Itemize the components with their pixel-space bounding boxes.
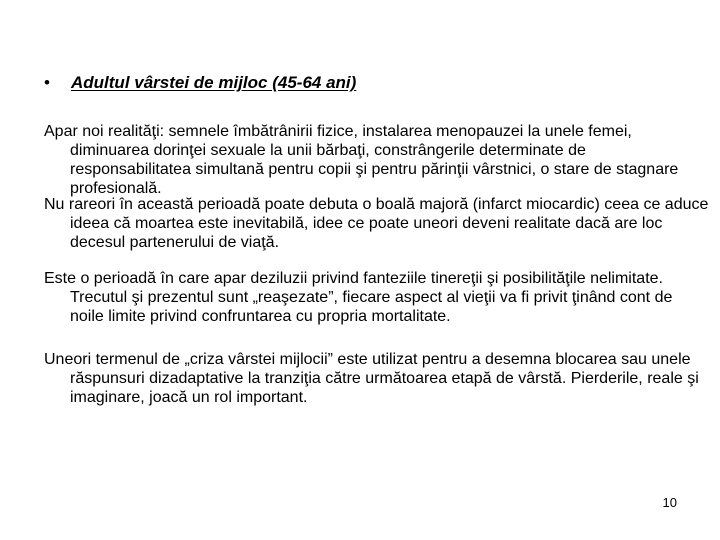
paragraph: Este o perioadă în care apar deziluzii privind fanteziile tinereţii şi posibilităţile nelimitate. Trecutul şi prezentul sunt „reaşezate”, fiecare aspect al vieţii va fi privit ţinând cont de noile limite privind confruntarea cu propria mortalitate. [44,270,673,325]
slide-heading [44,72,356,94]
page-number: 10 [662,495,677,510]
paragraph: Uneori termenul de „criza vârstei mijlocii” este utilizat pentru a desemna blocarea sau unele răspunsuri dizadaptative la tranziţia către următoarea etapă de vârstă. Pierderile, reale şi imaginare, joacă un rol important. [44,351,699,406]
heading-title: Adultul vârstei de mijloc (45-64 ani) [71,73,357,92]
paragraph: Nu rareori în această perioadă poate debuta o boală majoră (infarct miocardic) ceea ce aduce ideea că moartea este inevitabilă, idee ce poate uneori deveni realitate dacă are loc decesul partenerului de viaţă. [44,196,709,251]
paragraph: Apar noi realităţi: semnele îmbătrânirii fizice, instalarea menopauzei la unele femei, diminuarea dorinţei sexuale la unii bărbaţi, constrângerile determinate de responsabilitatea simultană pentru copii şi pentru părinţii vârstnici, o stare de stagnare profesională. [44,123,679,197]
bullet-icon: • [44,73,50,92]
